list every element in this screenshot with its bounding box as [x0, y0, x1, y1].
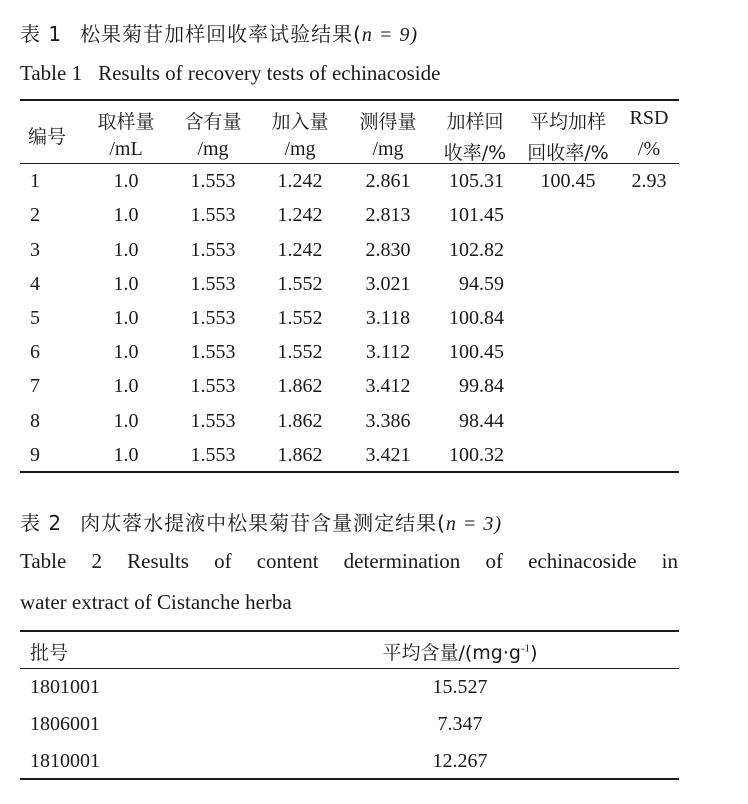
cell-content: 1.553	[190, 204, 236, 226]
cell-content: 1.553	[190, 273, 236, 295]
header-avg-recovery-unit: 回收率/%	[527, 142, 609, 164]
table1-caption-cn	[20, 18, 418, 47]
table2-caption-en-line1: Table 2 Results of content determination of echinacoside in	[20, 549, 678, 573]
cell-content: 1.553	[190, 307, 236, 329]
cell-batch: 1810001	[30, 750, 100, 772]
cell-avg-content: 12.267	[432, 750, 488, 772]
header-sample-unit: /mL	[109, 138, 143, 160]
table1-bottom-rule	[20, 471, 679, 473]
cell-sample: 1.0	[113, 273, 139, 295]
header-added: 加入量	[271, 111, 329, 133]
header-added-unit: /mg	[284, 138, 316, 160]
header-avg-content	[330, 638, 590, 665]
header-content-unit: /mg	[197, 138, 229, 160]
header-rsd-unit: /%	[637, 138, 661, 160]
table1-title-cn: 松果菊苷加样回收率试验结果(	[80, 22, 362, 46]
cell-id: 2	[30, 204, 40, 226]
cell-sample: 1.0	[113, 375, 139, 397]
cell-found: 2.861	[365, 170, 411, 192]
header-recovery-unit: 收率/%	[443, 142, 507, 164]
cell-content: 1.553	[190, 375, 236, 397]
table2-title-cn: 肉苁蓉水提液中松果菊苷含量测定结果(	[80, 511, 446, 535]
cell-sample: 1.0	[113, 341, 139, 363]
table2-n-value: = 3)	[456, 513, 503, 535]
cell-recovery: 94.59	[459, 273, 504, 295]
header-sample: 取样量	[97, 111, 155, 133]
cell-avg-content: 15.527	[432, 676, 488, 698]
cell-recovery: 100.32	[449, 444, 504, 466]
cell-added: 1.862	[277, 375, 323, 397]
header-id: 编号	[27, 126, 66, 148]
cell-added: 1.552	[277, 273, 323, 295]
cell-content: 1.553	[190, 170, 236, 192]
table2-header-rule	[20, 668, 679, 669]
cell-id: 9	[30, 444, 40, 466]
cell-sample: 1.0	[113, 410, 139, 432]
cell-recovery: 101.45	[449, 204, 504, 226]
cell-recovery: 99.84	[459, 375, 504, 397]
cell-found: 2.813	[365, 204, 411, 226]
cell-added: 1.862	[277, 444, 323, 466]
table1-n-value: = 9)	[372, 24, 419, 46]
cell-content: 1.553	[190, 444, 236, 466]
cell-added: 1.552	[277, 341, 323, 363]
header-avg-content-label: 平均含量/(mg·g	[382, 642, 521, 664]
header-found: 测得量	[359, 111, 417, 133]
cell-found: 3.021	[365, 273, 411, 295]
cell-added: 1.242	[277, 204, 323, 226]
cell-id: 4	[30, 273, 40, 295]
cell-id: 5	[30, 307, 40, 329]
header-content: 含有量	[184, 111, 242, 133]
cell-avg-content: 7.347	[437, 713, 483, 735]
cell-recovery: 98.44	[459, 410, 504, 432]
table2-n-symbol: n	[445, 513, 457, 535]
cell-content: 1.553	[190, 410, 236, 432]
cell-recovery: 102.82	[449, 239, 504, 261]
header-avg-content-close: )	[530, 642, 538, 664]
cell-id: 8	[30, 410, 40, 432]
cell-added: 1.242	[277, 239, 323, 261]
cell-sample: 1.0	[113, 204, 139, 226]
header-avg-content-exponent: -1	[520, 642, 531, 655]
header-rsd: RSD	[629, 107, 669, 129]
cell-batch: 1801001	[30, 676, 100, 698]
cell-id: 7	[30, 375, 40, 397]
table2-label-cn: 表 2	[20, 511, 63, 535]
header-batch: 批号	[30, 642, 69, 664]
cell-found: 3.412	[365, 375, 411, 397]
cell-sample: 1.0	[113, 307, 139, 329]
cell-found: 3.421	[365, 444, 411, 466]
cell-sample: 1.0	[113, 444, 139, 466]
table1-label-cn: 表 1	[20, 22, 63, 46]
cell-content: 1.553	[190, 239, 236, 261]
table1-n-symbol: n	[361, 24, 373, 46]
table1-label-en: Table 1	[20, 61, 83, 85]
header-found-unit: /mg	[372, 138, 404, 160]
header-recovery: 加样回	[446, 111, 504, 133]
table2-bottom-rule	[20, 778, 679, 780]
table2-caption-en-line2: water extract of Cistanche herba	[20, 590, 292, 614]
cell-recovery: 100.45	[449, 341, 504, 363]
cell-found: 3.386	[365, 410, 411, 432]
cell-id: 6	[30, 341, 40, 363]
cell-found: 3.118	[365, 307, 411, 329]
cell-avg-recovery: 100.45	[540, 170, 596, 192]
cell-recovery: 105.31	[449, 170, 504, 192]
cell-added: 1.242	[277, 170, 323, 192]
table2-caption-cn	[20, 507, 502, 536]
cell-id: 3	[30, 239, 40, 261]
cell-added: 1.862	[277, 410, 323, 432]
cell-recovery: 100.84	[449, 307, 504, 329]
cell-added: 1.552	[277, 307, 323, 329]
table2-top-rule	[20, 630, 679, 632]
cell-id: 1	[30, 170, 40, 192]
table1-top-rule	[20, 99, 679, 101]
table1-title-en: Results of recovery tests of echinacoside	[98, 61, 441, 85]
cell-found: 2.830	[365, 239, 411, 261]
cell-batch: 1806001	[30, 713, 100, 735]
cell-sample: 1.0	[113, 170, 139, 192]
cell-found: 3.112	[365, 341, 411, 363]
cell-rsd: 2.93	[631, 170, 667, 192]
table1-caption-en	[20, 61, 440, 86]
cell-sample: 1.0	[113, 239, 139, 261]
cell-content: 1.553	[190, 341, 236, 363]
header-avg-recovery: 平均加样	[529, 111, 606, 133]
